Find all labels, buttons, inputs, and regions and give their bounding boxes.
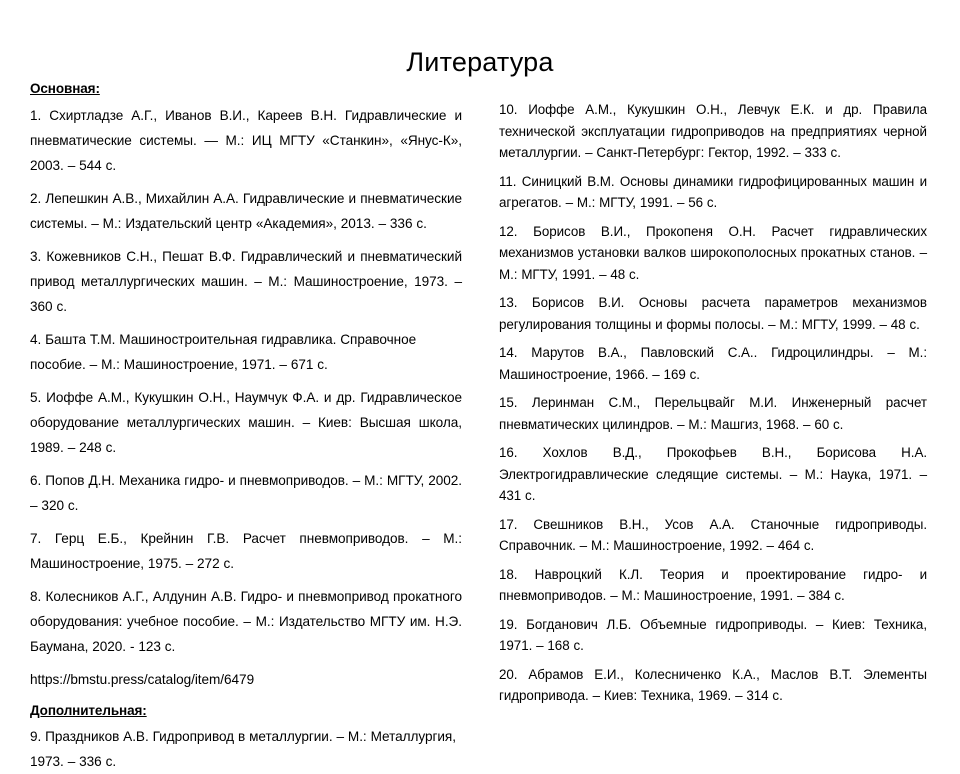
reference-item: 19. Богданович Л.Б. Объемные гидроприводы. – Киев: Техника, 1971. – 168 с. xyxy=(499,616,927,653)
reference-item: 16. Хохлов В.Д., Прокофьев В.Н., Борисова Н.А. Электрогидравлические следящие системы. – М.: Наука, 1971. – 431 с. xyxy=(499,445,927,503)
reference-item: 9. Праздников А.В. Гидропривод в металлургии. – М.: Металлургия, 1973. – 336 с. xyxy=(30,729,456,769)
reference-item: 14. Марутов В.А., Павловский С.А.. Гидроцилиндры. – М.: Машиностроение, 1966. – 169 с. xyxy=(499,345,927,382)
reference-item: 10. Иоффе А.М., Кукушкин О.Н., Левчук Е.К. и др. Правила технической эксплуатации гидроприводов на предприятиях черной металлургии. – Санкт-Петербург: Гектор, 1992. – 333 с. xyxy=(499,102,927,160)
reference-item: 6. Попов Д.Н. Механика гидро- и пневмоприводов. – М.: МГТУ, 2002. – 320 с. xyxy=(30,473,462,513)
reference-item: 20. Абрамов Е.И., Колесниченко К.А., Маслов В.Т. Элементы гидропривода. – Киев: Техника, 1969. – 314 с. xyxy=(499,666,927,703)
reference-item: 17. Свешников В.Н., Усов А.А. Станочные гидроприводы. Справочник. – М.: Машиностроение, 1992. – 464 с. xyxy=(499,516,927,553)
reference-item: 1. Схиртладзе А.Г., Иванов В.И., Кареев В.Н. Гидравлические и пневматические системы. — М.: ИЦ МГТУ «Станкин», «Янус-К», 2003. – 544 с. xyxy=(30,108,462,173)
reference-item: 13. Борисов В.И. Основы расчета параметров механизмов регулирования толщины и формы полосы. – М.: МГТУ, 1999. – 48 с. xyxy=(499,295,927,332)
reference-item: 8. Колесников А.Г., Алдунин А.В. Гидро- и пневмопривод прокатного оборудования: учебное пособие. – М.: Издательство МГТУ им. Н.Э. Баумана, 2020. - 123 с. xyxy=(30,589,462,654)
references-column-right xyxy=(499,99,927,707)
reference-item: 18. Навроцкий К.Л. Теория и проектирование гидро- и пневмоприводов. – М.: Машиностроение, 1991. – 384 с. xyxy=(499,566,927,603)
reference-item: 3. Кожевников С.Н., Пешат В.Ф. Гидравлический и пневматический привод металлургических машин. – М.: Машиностроение, 1973. – 360 с. xyxy=(30,249,462,314)
reference-item: 12. Борисов В.И., Прокопеня О.Н. Расчет гидравлических механизмов установки валков широкополосных прокатных станов. – М.: МГТУ, 1991. – 48 с. xyxy=(499,223,927,282)
reference-item: 7. Герц Е.Б., Крейнин Г.В. Расчет пневмоприводов. – М.: Машиностроение, 1975. – 272 с. xyxy=(30,531,462,571)
reference-url-link[interactable]: https://bmstu.press/catalog/item/6479 xyxy=(30,672,255,687)
reference-item: 11. Синицкий В.М. Основы динамики гидрофицированных машин и агрегатов. – М.: МГТУ, 1991. – 56 с. xyxy=(499,173,927,210)
reference-item: 5. Иоффе А.М., Кукушкин О.Н., Наумчук Ф.А. и др. Гидравлическое оборудование металлургических машин. – Киев: Высшая школа, 1989. – 248 с. xyxy=(30,390,462,455)
section-heading-additional: Дополнительная: xyxy=(30,703,147,718)
references-column-left xyxy=(30,78,462,774)
reference-item: 2. Лепешкин А.В., Михайлин А.А. Гидравлические и пневматические системы. – М.: Издательский центр «Академия», 2013. – 336 с. xyxy=(30,191,462,231)
page-title: Литература xyxy=(406,47,554,78)
reference-item: 4. Башта Т.М. Машиностроительная гидравлика. Справочное пособие. – М.: Машиностроение, 1971. – 671 с. xyxy=(30,332,417,372)
section-heading-primary: Основная: xyxy=(30,81,100,96)
reference-item: 15. Леринман С.М., Перельцвайг М.И. Инженерный расчет пневматических цилиндров. – М.: Машгиз, 1968. – 60 с. xyxy=(499,395,927,432)
